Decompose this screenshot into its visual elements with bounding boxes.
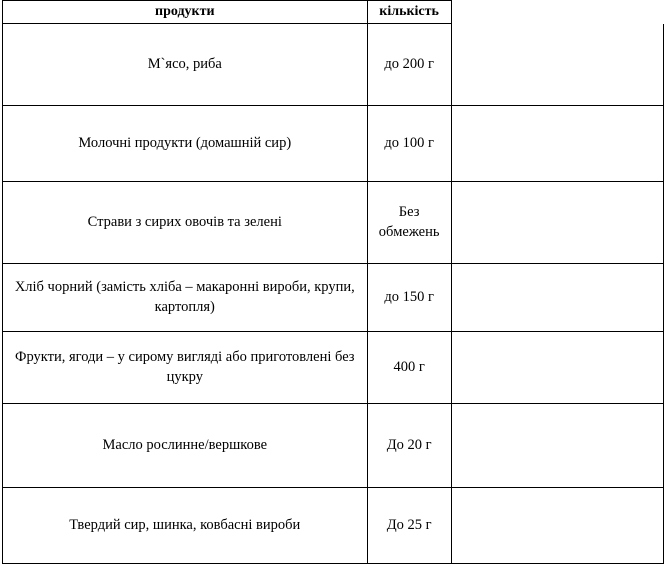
cell-amount: До 25 г [367,488,451,564]
table-row [3,182,664,264]
table-row [3,264,664,332]
cell-images [451,24,663,106]
table-row [3,488,664,564]
cell-amount: до 100 г [367,106,451,182]
column-header-product: продукти [3,1,368,24]
table-header-row [3,1,664,24]
table-row [3,106,664,182]
cell-images [451,182,663,264]
table-body [3,24,664,564]
cell-product-name: Страви з сирих овочів та зелені [3,182,368,264]
diet-products-table [2,0,664,564]
cell-amount: до 150 г [367,264,451,332]
cell-amount: 400 г [367,332,451,404]
cell-amount: до 200 г [367,24,451,106]
cell-product-name: Масло рослинне/вершкове [3,404,368,488]
table-row [3,24,664,106]
cell-amount: До 20 г [367,404,451,488]
cell-product-name: М`ясо, риба [3,24,368,106]
cell-product-name: Молочні продукти (домашній сир) [3,106,368,182]
column-header-amount: кількість [367,1,451,24]
cell-product-name: Хліб чорний (замість хліба – макаронні вироби, крупи, картопля) [3,264,368,332]
cell-amount: Без обмежень [367,182,451,264]
cell-images [451,404,663,488]
cell-images [451,106,663,182]
cell-product-name: Фрукти, ягоди – у сирому вигляді або приготовлені без цукру [3,332,368,404]
table-row [3,404,664,488]
table-row [3,332,664,404]
cell-images [451,332,663,404]
table-header [3,1,664,24]
column-header-image [451,1,663,24]
cell-images [451,264,663,332]
cell-images [451,488,663,564]
cell-product-name: Твердий сир, шинка, ковбасні вироби [3,488,368,564]
